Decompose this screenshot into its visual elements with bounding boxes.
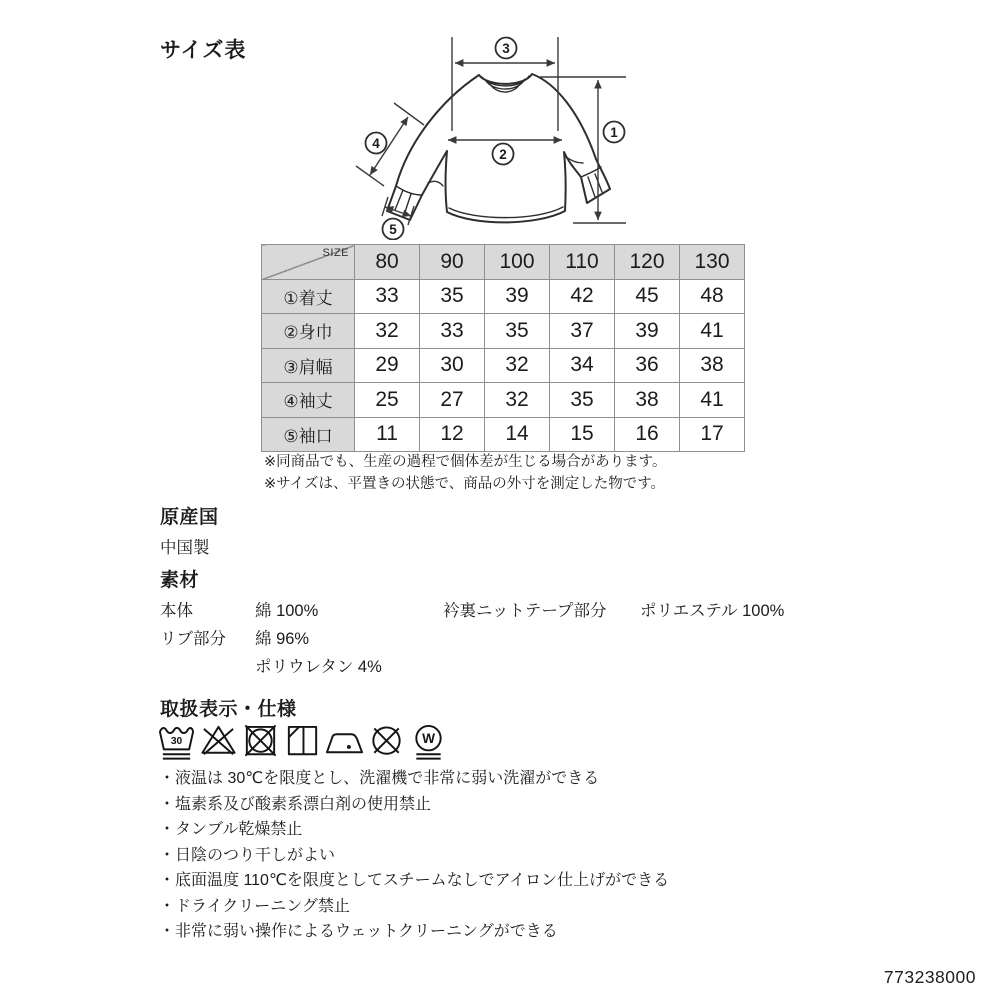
table-cell: 37	[550, 314, 615, 349]
row-label: ⑤袖口	[262, 417, 355, 452]
material-part: 衿裏ニットテープ部分	[443, 602, 607, 620]
table-cell: 36	[615, 348, 680, 383]
note-line: ※サイズは、平置きの状態で、商品の外寸を測定した物です。	[264, 476, 666, 492]
care-instruction-list	[159, 766, 669, 945]
product-code: 773238000	[883, 967, 976, 987]
svg-text:30: 30	[170, 735, 183, 747]
table-row	[262, 417, 745, 452]
table-cell: 33	[355, 279, 420, 314]
marker-1-number: 1	[610, 125, 618, 140]
material-value: ポリウレタン 4%	[255, 658, 382, 676]
size-table	[261, 244, 745, 452]
table-cell: 32	[485, 348, 550, 383]
svg-text:W: W	[422, 731, 435, 747]
origin-value: 中国製	[160, 539, 210, 557]
row-label: ③肩幅	[262, 348, 355, 383]
table-cell: 38	[615, 383, 680, 418]
table-cell: 45	[615, 279, 680, 314]
material-part: 本体	[160, 602, 193, 620]
column-header-100: 100	[485, 245, 550, 280]
bleach-prohibited-icon	[199, 722, 238, 765]
materials-heading: 素材	[160, 570, 200, 591]
table-cell: 39	[615, 314, 680, 349]
table-cell: 41	[680, 383, 745, 418]
table-cell: 17	[680, 417, 745, 452]
table-row	[262, 314, 745, 349]
table-cell: 34	[550, 348, 615, 383]
table-cell: 39	[485, 279, 550, 314]
garment-measurement-diagram	[340, 25, 650, 240]
care-instruction: ・日陰のつり干しがよい	[159, 846, 336, 864]
care-heading: 取扱表示・仕様	[160, 699, 297, 720]
table-row	[262, 279, 745, 314]
care-instruction: ・液温は 30℃を限度とし、洗濯機で非常に弱い洗濯ができる	[159, 770, 600, 787]
column-header-80: 80	[355, 245, 420, 280]
wet-clean-very-gentle-icon	[409, 722, 448, 765]
column-header-120: 120	[615, 245, 680, 280]
material-part: リブ部分	[160, 630, 226, 648]
table-cell: 32	[355, 314, 420, 349]
table-cell: 42	[550, 279, 615, 314]
tumble-dry-prohibited-icon	[241, 722, 280, 765]
table-cell: 35	[550, 383, 615, 418]
marker-3-number: 3	[502, 41, 510, 56]
marker-2-number: 2	[499, 147, 507, 162]
table-cell: 48	[680, 279, 745, 314]
table-cell: 35	[485, 314, 550, 349]
material-value: 綿 96%	[255, 630, 310, 648]
note-line: ※同商品でも、生産の過程で個体差が生じる場合があります。	[264, 454, 667, 470]
size-table-notes	[264, 451, 667, 495]
column-header-130: 130	[680, 245, 745, 280]
table-cell: 38	[680, 348, 745, 383]
table-cell: 11	[355, 417, 420, 452]
row-label: ②身巾	[262, 314, 355, 349]
care-instruction: ・非常に弱い操作によるウェットクリーニングができる	[159, 923, 558, 940]
care-instruction: ・タンブル乾燥禁止	[159, 821, 303, 838]
table-cell: 16	[615, 417, 680, 452]
table-row	[262, 383, 745, 418]
marker-4-number: 4	[372, 136, 380, 151]
iron-low-heat-icon	[325, 722, 364, 765]
table-header-row	[262, 245, 745, 280]
care-instruction: ・ドライクリーニング禁止	[159, 897, 350, 915]
table-cell: 29	[355, 348, 420, 383]
table-cell: 14	[485, 417, 550, 452]
care-symbol-row	[157, 722, 448, 765]
table-cell: 12	[420, 417, 485, 452]
table-cell: 25	[355, 383, 420, 418]
corner-size-label: SIZE	[322, 247, 349, 259]
table-cell: 33	[420, 314, 485, 349]
table-cell: 27	[420, 383, 485, 418]
line-dry-in-shade-icon	[283, 722, 322, 765]
row-label: ④袖丈	[262, 383, 355, 418]
marker-5-number: 5	[389, 222, 397, 237]
material-value: 綿 100%	[255, 602, 319, 620]
table-cell: 41	[680, 314, 745, 349]
table-cell: 32	[485, 383, 550, 418]
column-header-90: 90	[420, 245, 485, 280]
origin-heading: 原産国	[160, 507, 219, 528]
row-label: ①着丈	[262, 279, 355, 314]
care-instruction: ・底面温度 110℃を限度としてスチームなしでアイロン仕上げができる	[159, 872, 670, 889]
care-instruction: ・塩素系及び酸素系漂白剤の使用禁止	[159, 795, 432, 813]
size-corner-cell	[262, 245, 355, 280]
page-title: サイズ表	[160, 39, 247, 62]
column-header-110: 110	[550, 245, 615, 280]
table-cell: 30	[420, 348, 485, 383]
table-cell: 35	[420, 279, 485, 314]
material-value: ポリエステル 100%	[640, 602, 785, 620]
table-row	[262, 348, 745, 383]
table-cell: 15	[550, 417, 615, 452]
dry-clean-prohibited-icon	[367, 722, 406, 765]
wash-30-very-gentle-icon	[157, 722, 196, 765]
